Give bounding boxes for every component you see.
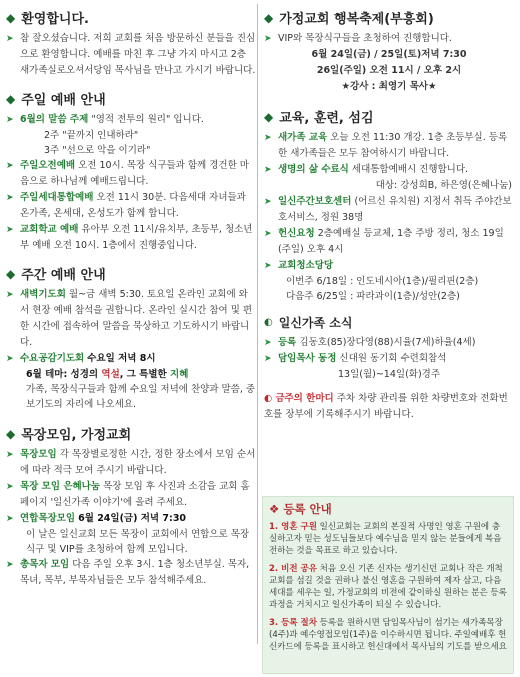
arrow-icon: ➤	[264, 133, 272, 143]
wednesday-prayer: ➤ 수요공감기도회 수요일 저녁 8시	[4, 351, 256, 367]
arrow-icon: ➤	[264, 229, 272, 239]
arrow-icon: ➤	[6, 290, 14, 300]
arrow-icon: ➤	[6, 161, 14, 171]
arrow-icon: ➤	[264, 354, 272, 364]
leader-meeting: ➤ 총목자 모임 다음 주일 오후 3시. 1층 청소년부실. 목자, 목녀, 목부, 부목자님들은 모두 참석해주세요.	[6, 559, 250, 586]
news-section	[262, 314, 516, 383]
joint-mokjang-description: 이 날은 일신교회 모든 목장이 교회에서 연합으로 목장식구 및 VIP를 초청하여 함께 모입니다.	[26, 529, 250, 555]
left-column	[4, 0, 256, 589]
arrow-icon: ➤	[6, 225, 14, 235]
festival-invite: ➤ VIP와 목장식구들을 초청하여 진행합니다.	[262, 31, 516, 47]
arrow-icon: ➤	[6, 34, 14, 44]
welcome-section	[4, 8, 256, 79]
arrow-icon: ➤	[6, 450, 14, 460]
arrow-icon: ➤	[264, 165, 272, 175]
registration-heading: ❖ 등록 안내	[269, 502, 332, 516]
welcome-heading: ◆ 환영합니다.	[6, 10, 89, 27]
festival-date-2: 26일(주일) 오전 11시 / 오후 2시	[316, 65, 462, 76]
festival-heading: ◆ 가정교회 행복축제(부흥회)	[264, 10, 434, 27]
wednesday-theme: 6월 테마: 성경의 역설, 그 특별한 지혜	[26, 369, 189, 380]
new-family-education: ➤ 새가족 교육 오늘 오전 11:30 개강. 1층 초등부실. 등록한 새가족들은 모두 참여하시기 바랍니다.	[264, 132, 508, 159]
sermon-week-2: 2주 "끝까지 인내하라"	[44, 130, 139, 141]
joint-mokjang: ➤ 연합목장모임 6월 24일(금) 저녁 7:30	[4, 511, 256, 527]
am-worship: ➤ 주일오전예배 오전 10시. 목장 식구들과 함께 경건한 마음으로 하나님께 예배드립니다.	[6, 160, 249, 187]
circle-icon: ◐	[264, 317, 273, 328]
joint-worship: ➤ 주일세대통합예배 오전 11시 30분. 다음세대 자녀들과 온가족, 온세대, 온성도가 함께 합니다.	[6, 192, 246, 219]
service-request: ➤ 헌신요청 2층예배실 등교체, 1층 주방 정리, 청소 19일(주일) 오후 4시	[264, 228, 504, 255]
festival-date-1: 6월 24일(금) / 25일(토)저녁 7:30	[311, 49, 467, 60]
mokjang-heading: ◆ 목장모임, 가정교회	[6, 426, 132, 443]
pastor-news: ➤ 담임목사 동정 신대원 동기회 수련회참석	[262, 351, 516, 367]
arrow-icon: ➤	[6, 482, 14, 492]
festival-speaker: ★강사 : 최영기 목사★	[341, 81, 437, 92]
wednesday-description: 가족, 목장식구들과 함께 수요일 저녁에 찬양과 말씀, 중보기도의 자리에 나오세요.	[26, 384, 256, 410]
registration-para-2: 2. 비전 공유 처음 오신 기존 신자는 생기신던 교회나 작은 개척교회를 섬길 것을 권하나 불신 영혼을 구원하여 제자 삼고, 다음 세대를 세우는 일, 가정교회의 비전에 같이하실 원하는 분은 등록 과정을 거치시고 일신가족이 되실 수 있습니다.	[269, 564, 507, 610]
diamond-icon: ◆	[6, 426, 16, 441]
arrow-icon: ➤	[264, 197, 272, 207]
registration-para-3: 3. 등록 절차 등록을 원하시면 담임목사님이 섬기는 새가족목장(4주)과 예수영접모임(1주)을 이수하시면 됩니다. 주일예배후 헌신카드에 등록을 표시하고 헌신대에서 목사님의 기도를 받으세요	[269, 618, 507, 652]
mokjang-meeting: ➤ 목장모임 각 목장별로정한 시간, 정한 장소에서 모임 순서에 따라 적극 모여 주시기 바랍니다.	[6, 449, 256, 476]
worship-heading: ◆ 주일 예배 안내	[6, 91, 106, 108]
sermon-theme: ➤ 6월의 말씀 주제 "영적 전투의 원리" 입니다.	[4, 112, 256, 128]
welcome-text: ➤ 참 잘오셨습니다. 저희 교회를 처음 방문하신 분들을 진심으로 환영합니다. 예배를 마친 후 그냥 가지 마시고 2층 새가족실로오셔서당임 목사님을 만나고 가시기 바랍니다.	[6, 33, 256, 76]
weekday-section	[4, 264, 256, 412]
life-graduation: ➤ 생명의 삶 수료식 세대통합예배시 진행합니다.	[262, 162, 516, 178]
arrow-icon: ➤	[6, 514, 14, 524]
diamond-icon: ◆	[264, 10, 274, 25]
mokjang-sharing: ➤ 목장 모임 은혜나눔 목장 모임 후 사진과 소감을 교회 홈페이지 '일신가족 이야기'에 올려 주세요.	[6, 481, 250, 508]
cleaning-duty: ➤ 교회청소당당	[262, 258, 516, 274]
weekday-heading: ◆ 주간 예배 안내	[6, 266, 106, 283]
arrow-icon: ➤	[6, 115, 14, 125]
dawn-prayer: ➤ 새벽기도회 월~금 새벽 5:30. 토요일 온라인 교회에 와서 현장 예배 참석을 권합니다. 온라인 실시간 참여 및 편한 시간에 접속하여 말씀을 묵상하고 기도하시기 바랍니다.	[6, 289, 253, 348]
diamond-icon: ◆	[6, 91, 16, 106]
education-section	[262, 107, 516, 304]
news-heading: ◐ 일신가족 소식	[264, 316, 353, 330]
festival-section	[262, 8, 516, 95]
weekly-notice: ◐ 금주의 한마디 주차 차량 관리를 위한 차량번호와 전화번호를 장부에 기록해주시기 바랍니다.	[264, 393, 508, 420]
diamond-icon: ◆	[6, 10, 16, 25]
notice-section	[262, 391, 516, 423]
school-worship: ➤ 교회학교 예배 유아부 오전 11시/유치부, 초등부, 청소년부 예배 오전 10시. 1층에서 진행중입니다.	[6, 224, 253, 251]
education-heading: ◆ 교육, 훈련, 섬김	[264, 109, 374, 126]
diamond-icon: ◆	[264, 109, 274, 124]
diamond-icon: ◆	[6, 266, 16, 281]
arrow-icon: ➤	[264, 338, 272, 348]
right-column	[262, 0, 516, 423]
sermon-week-3: 3주 "선으로 악을 이기라"	[44, 145, 151, 156]
arrow-icon: ➤	[6, 354, 14, 364]
arrow-icon: ➤	[6, 193, 14, 203]
daycare-center: ➤ 일신주간보호센터 (어르신 유치원) 지정서 취득 주야간보호서비스, 정원 38명	[264, 196, 512, 223]
graduation-names: 대상: 강성희B, 하은영(은혜나눔)	[375, 180, 512, 191]
column-divider	[257, 4, 258, 644]
circle-icon: ◐	[264, 393, 273, 404]
arrow-icon: ➤	[264, 261, 272, 271]
registration-box	[262, 496, 514, 674]
mokjang-section	[4, 424, 256, 589]
cleaning-next-week: 다음주 6/25일 : 파라과이(1층)/성안(2층)	[286, 291, 460, 302]
worship-section	[4, 89, 256, 254]
arrow-icon: ➤	[6, 560, 14, 570]
arrow-icon: ➤	[264, 34, 272, 44]
pastor-trip-date: 13일(월)~14일(화)경주	[337, 369, 441, 380]
registration-para-1: 1. 영혼 구원 일신교회는 교회의 본질적 사명인 영혼 구원에 충실하고자 믿는 성도님들보다 예수님을 믿지 않는 분들에게 복음 전하는 것을 목표로 하고 있습니다.	[269, 522, 502, 556]
cleaning-this-week: 이번주 6/18일 : 인도네시아(1층)/필리핀(2층)	[286, 276, 479, 287]
new-registration: ➤ 등록 김동호(85)장다영(88)시율(7세)하율(4세)	[262, 335, 516, 351]
